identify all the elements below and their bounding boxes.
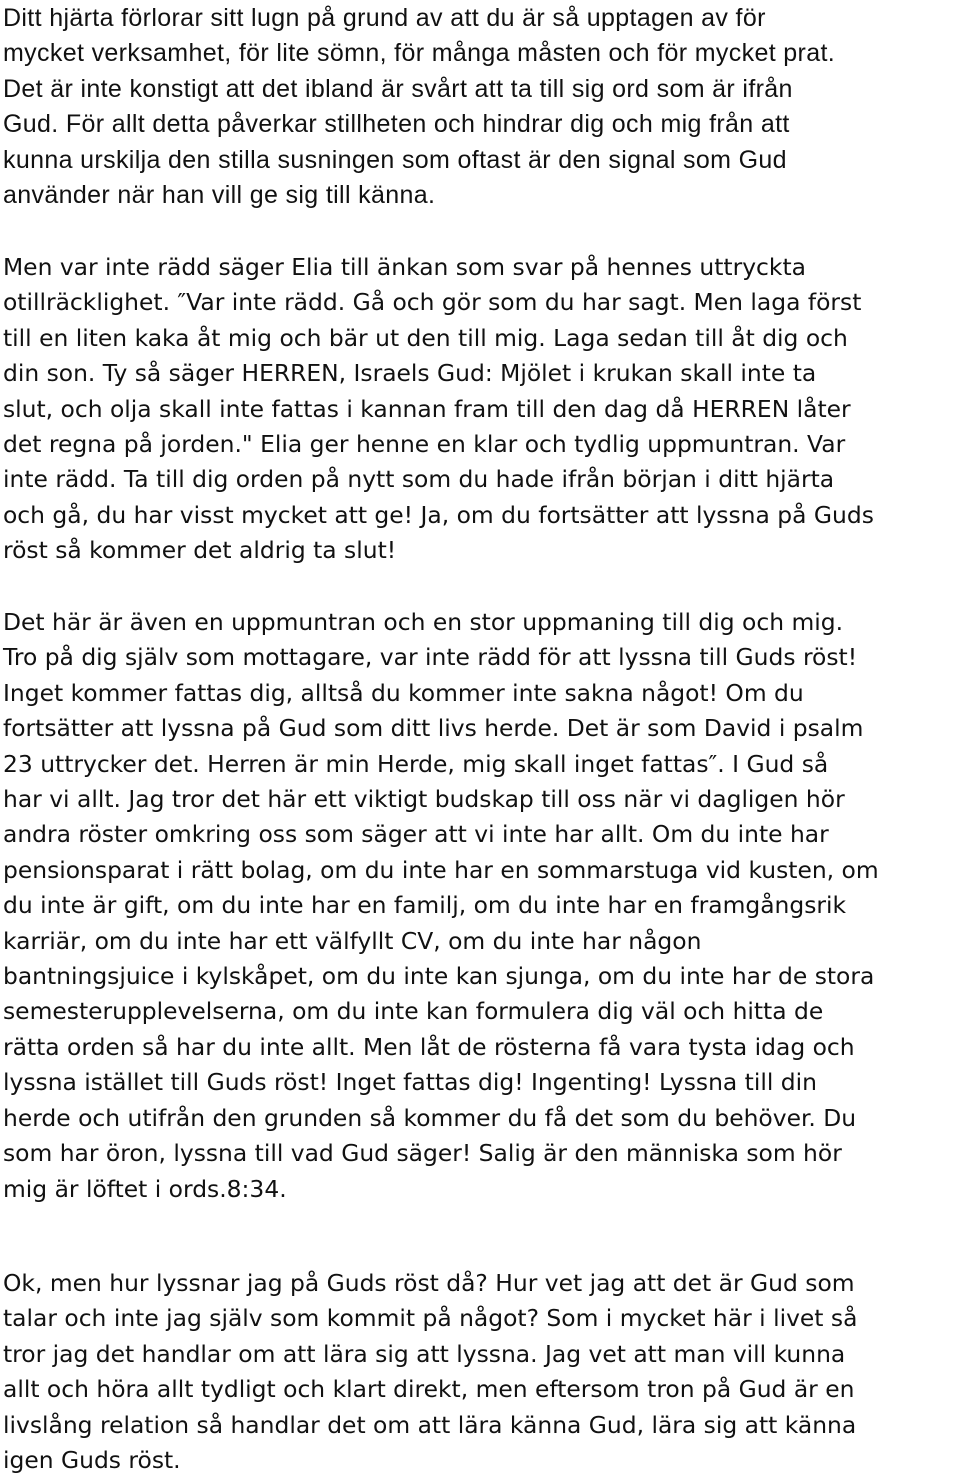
text-line: inte rädd. Ta till dig orden på nytt som du hade ifrån början i ditt hjärta bbox=[3, 465, 835, 494]
text-line: Inget kommer fattas dig, alltså du kommer inte sakna något! Om du bbox=[3, 678, 804, 707]
text-line: tror jag det handlar om att lära sig att lyssna. Jag vet att man vill kunna bbox=[3, 1339, 846, 1368]
text-line: du inte är gift, om du inte har en familj, om du inte har en framgångsrik bbox=[3, 891, 847, 920]
text-line: allt och höra allt tydligt och klart direkt, men eftersom tron på Gud är en bbox=[3, 1375, 855, 1404]
paragraph-3 bbox=[3, 605, 879, 1207]
text-line: pensionsparat i rätt bolag, om du inte har en sommarstuga vid kusten, om bbox=[3, 855, 879, 884]
text-line: talar och inte jag själv som kommit på något? Som i mycket här i livet så bbox=[3, 1304, 858, 1333]
text-line: Gud. För allt detta påverkar stillheten och hindrar dig och mig från att bbox=[3, 110, 790, 139]
paragraph-1 bbox=[3, 1, 835, 213]
text-line: det regna på jorden." Elia ger henne en klar och tydlig uppmuntran. Var bbox=[3, 430, 846, 459]
text-line: slut, och olja skall inte fattas i kannan fram till den dag då HERREN låter bbox=[3, 394, 851, 423]
text-line: Det är inte konstigt att det ibland är svårt att ta till sig ord som är ifrån bbox=[3, 74, 793, 103]
text-line: fortsätter att lyssna på Gud som ditt livs herde. Det är som David i psalm bbox=[3, 714, 864, 743]
paragraph-4 bbox=[3, 1266, 857, 1478]
text-line: karriär, om du inte har ett välfyllt CV, om du inte har någon bbox=[3, 926, 702, 955]
text-line: röst så kommer det aldrig ta slut! bbox=[3, 536, 397, 565]
text-line: Det här är även en uppmuntran och en stor uppmaning till dig och mig. bbox=[3, 608, 844, 636]
text-line: igen Guds röst. bbox=[3, 1446, 181, 1475]
text-line: andra röster omkring oss som säger att vi inte har allt. Om du inte har bbox=[3, 820, 829, 849]
text-line: otillräcklighet. ″Var inte rädd. Gå och gör som du har sagt. Men laga först bbox=[3, 288, 862, 317]
text-line: din son. Ty så säger HERREN, Israels Gud: Mjölet i krukan skall inte ta bbox=[3, 359, 817, 388]
paragraph-2 bbox=[3, 250, 874, 569]
text-line: lyssna istället till Guds röst! Inget fattas dig! Ingenting! Lyssna till din bbox=[3, 1068, 817, 1097]
text-line: 23 uttrycker det. Herren är min Herde, mig skall inget fattas″. I Gud så bbox=[3, 749, 829, 778]
text-line: rätta orden så har du inte allt. Men låt de rösterna få vara tysta idag och bbox=[3, 1032, 855, 1061]
text-line: Men var inte rädd säger Elia till änkan som svar på hennes uttryckta bbox=[3, 253, 806, 281]
text-line: har vi allt. Jag tror det här ett viktigt budskap till oss när vi dagligen hör bbox=[3, 785, 845, 814]
text-line: Tro på dig själv som mottagare, var inte rädd för att lyssna till Guds röst! bbox=[3, 643, 858, 672]
text-line: Ok, men hur lyssnar jag på Guds röst då? Hur vet jag att det är Gud som bbox=[3, 1269, 855, 1297]
text-line: använder när han vill ge sig till känna. bbox=[3, 181, 436, 210]
text-line: mycket verksamhet, för lite sömn, för många måsten och för mycket prat. bbox=[3, 39, 836, 68]
text-line: mig är löftet i ords.8:34. bbox=[3, 1174, 287, 1203]
text-line: kunna urskilja den stilla susningen som oftast är den signal som Gud bbox=[3, 145, 787, 174]
text-line: bantningsjuice i kylskåpet, om du inte kan sjunga, om du inte har de stora bbox=[3, 962, 875, 991]
text-line: som har öron, lyssna till vad Gud säger! Salig är den människa som hör bbox=[3, 1139, 842, 1168]
text-line: Ditt hjärta förlorar sitt lugn på grund av att du är så upptagen av för bbox=[3, 4, 766, 32]
text-line: herde och utifrån den grunden så kommer du få det som du behöver. Du bbox=[3, 1103, 857, 1132]
text-line: livslång relation så handlar det om att lära känna Gud, lära sig att känna bbox=[3, 1410, 857, 1439]
text-line: till en liten kaka åt mig och bär ut den till mig. Laga sedan till åt dig och bbox=[3, 323, 848, 352]
text-line: semesterupplevelserna, om du inte kan formulera dig väl och hitta de bbox=[3, 997, 824, 1026]
text-line: och gå, du har visst mycket att ge! Ja, om du fortsätter att lyssna på Guds bbox=[3, 500, 874, 529]
